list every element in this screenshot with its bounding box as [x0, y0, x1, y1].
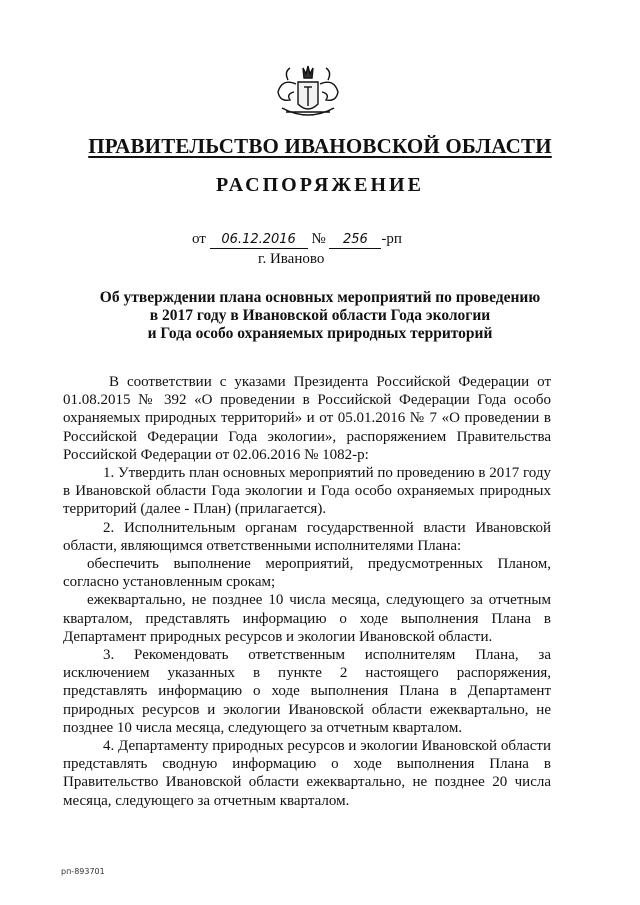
- paragraph-item-2: 2. Исполнительным органам государственной власти Ивановской области, являющимся ответственными исполнителями Плана:: [63, 519, 551, 554]
- paragraph-preamble: В соответствии с указами Президента Российской Федерации от 01.08.2015 № 392 «О проведении в Российской Федерации Года особо охраняемых природных территорий» и от 05.01.2016 № 7 «О проведении в Российской Федерации Года экологии», распоряжением Правительства Российской Федерации от 02.06.2016 № 1082-р:: [63, 374, 551, 463]
- coat-of-arms-icon: [268, 60, 348, 124]
- document-type: РАСПОРЯЖЕНИЕ: [216, 174, 424, 196]
- heading-line: и Года особо охраняемых природных территорий: [147, 325, 493, 342]
- paragraph-item-3: 3. Рекомендовать ответственным исполнителям Плана, за исключением указанных в пункте 2 настоящего распоряжения, представлять информацию о ходе выполнения Плана в Департамент природных ресурсов и экологии Ивановской области ежеквартально, не позднее 10 числа месяца, следующего за отчетным кварталом.: [63, 647, 551, 736]
- paragraph-item-4: 4. Департаменту природных ресурсов и экологии Ивановской области представлять сводную информацию о ходе выполнения Плана в Правительство Ивановской области ежеквартально, не позднее 20 числа месяца, следующего за отчетным кварталом.: [63, 738, 551, 809]
- footer-code: рп-893701: [61, 867, 105, 876]
- city: г. Иваново: [258, 251, 325, 267]
- document-body: [63, 373, 551, 810]
- from-label: от: [192, 231, 206, 247]
- document-date-line: [192, 231, 402, 249]
- heading-line: Об утверждении плана основных мероприятий по проведению: [99, 289, 541, 306]
- heading-line: в 2017 году в Ивановской области Года экологии: [149, 307, 491, 324]
- number-sign: №: [311, 231, 326, 247]
- paragraph-item-2-sub-1: обеспечить выполнение мероприятий, предусмотренных Планом, согласно установленным срокам;: [63, 556, 551, 591]
- paragraph-item-2-sub-2: ежеквартально, не позднее 10 числа месяца, следующего за отчетным кварталом, представлять информацию о ходе выполнения Плана в Департамент природных ресурсов и экологии Ивановской области.: [63, 592, 551, 645]
- handwritten-number: 256: [329, 231, 381, 249]
- number-suffix: -рп: [381, 231, 402, 247]
- government-title: ПРАВИТЕЛЬСТВО ИВАНОВСКОЙ ОБЛАСТИ: [88, 134, 552, 158]
- handwritten-date: 06.12.2016: [210, 231, 308, 249]
- document-heading: [60, 289, 580, 343]
- paragraph-item-1: 1. Утвердить план основных мероприятий по проведению в 2017 году в Ивановской области Года экологии и Года особо охраняемых природных территорий (далее - План) (прилагается).: [63, 465, 551, 518]
